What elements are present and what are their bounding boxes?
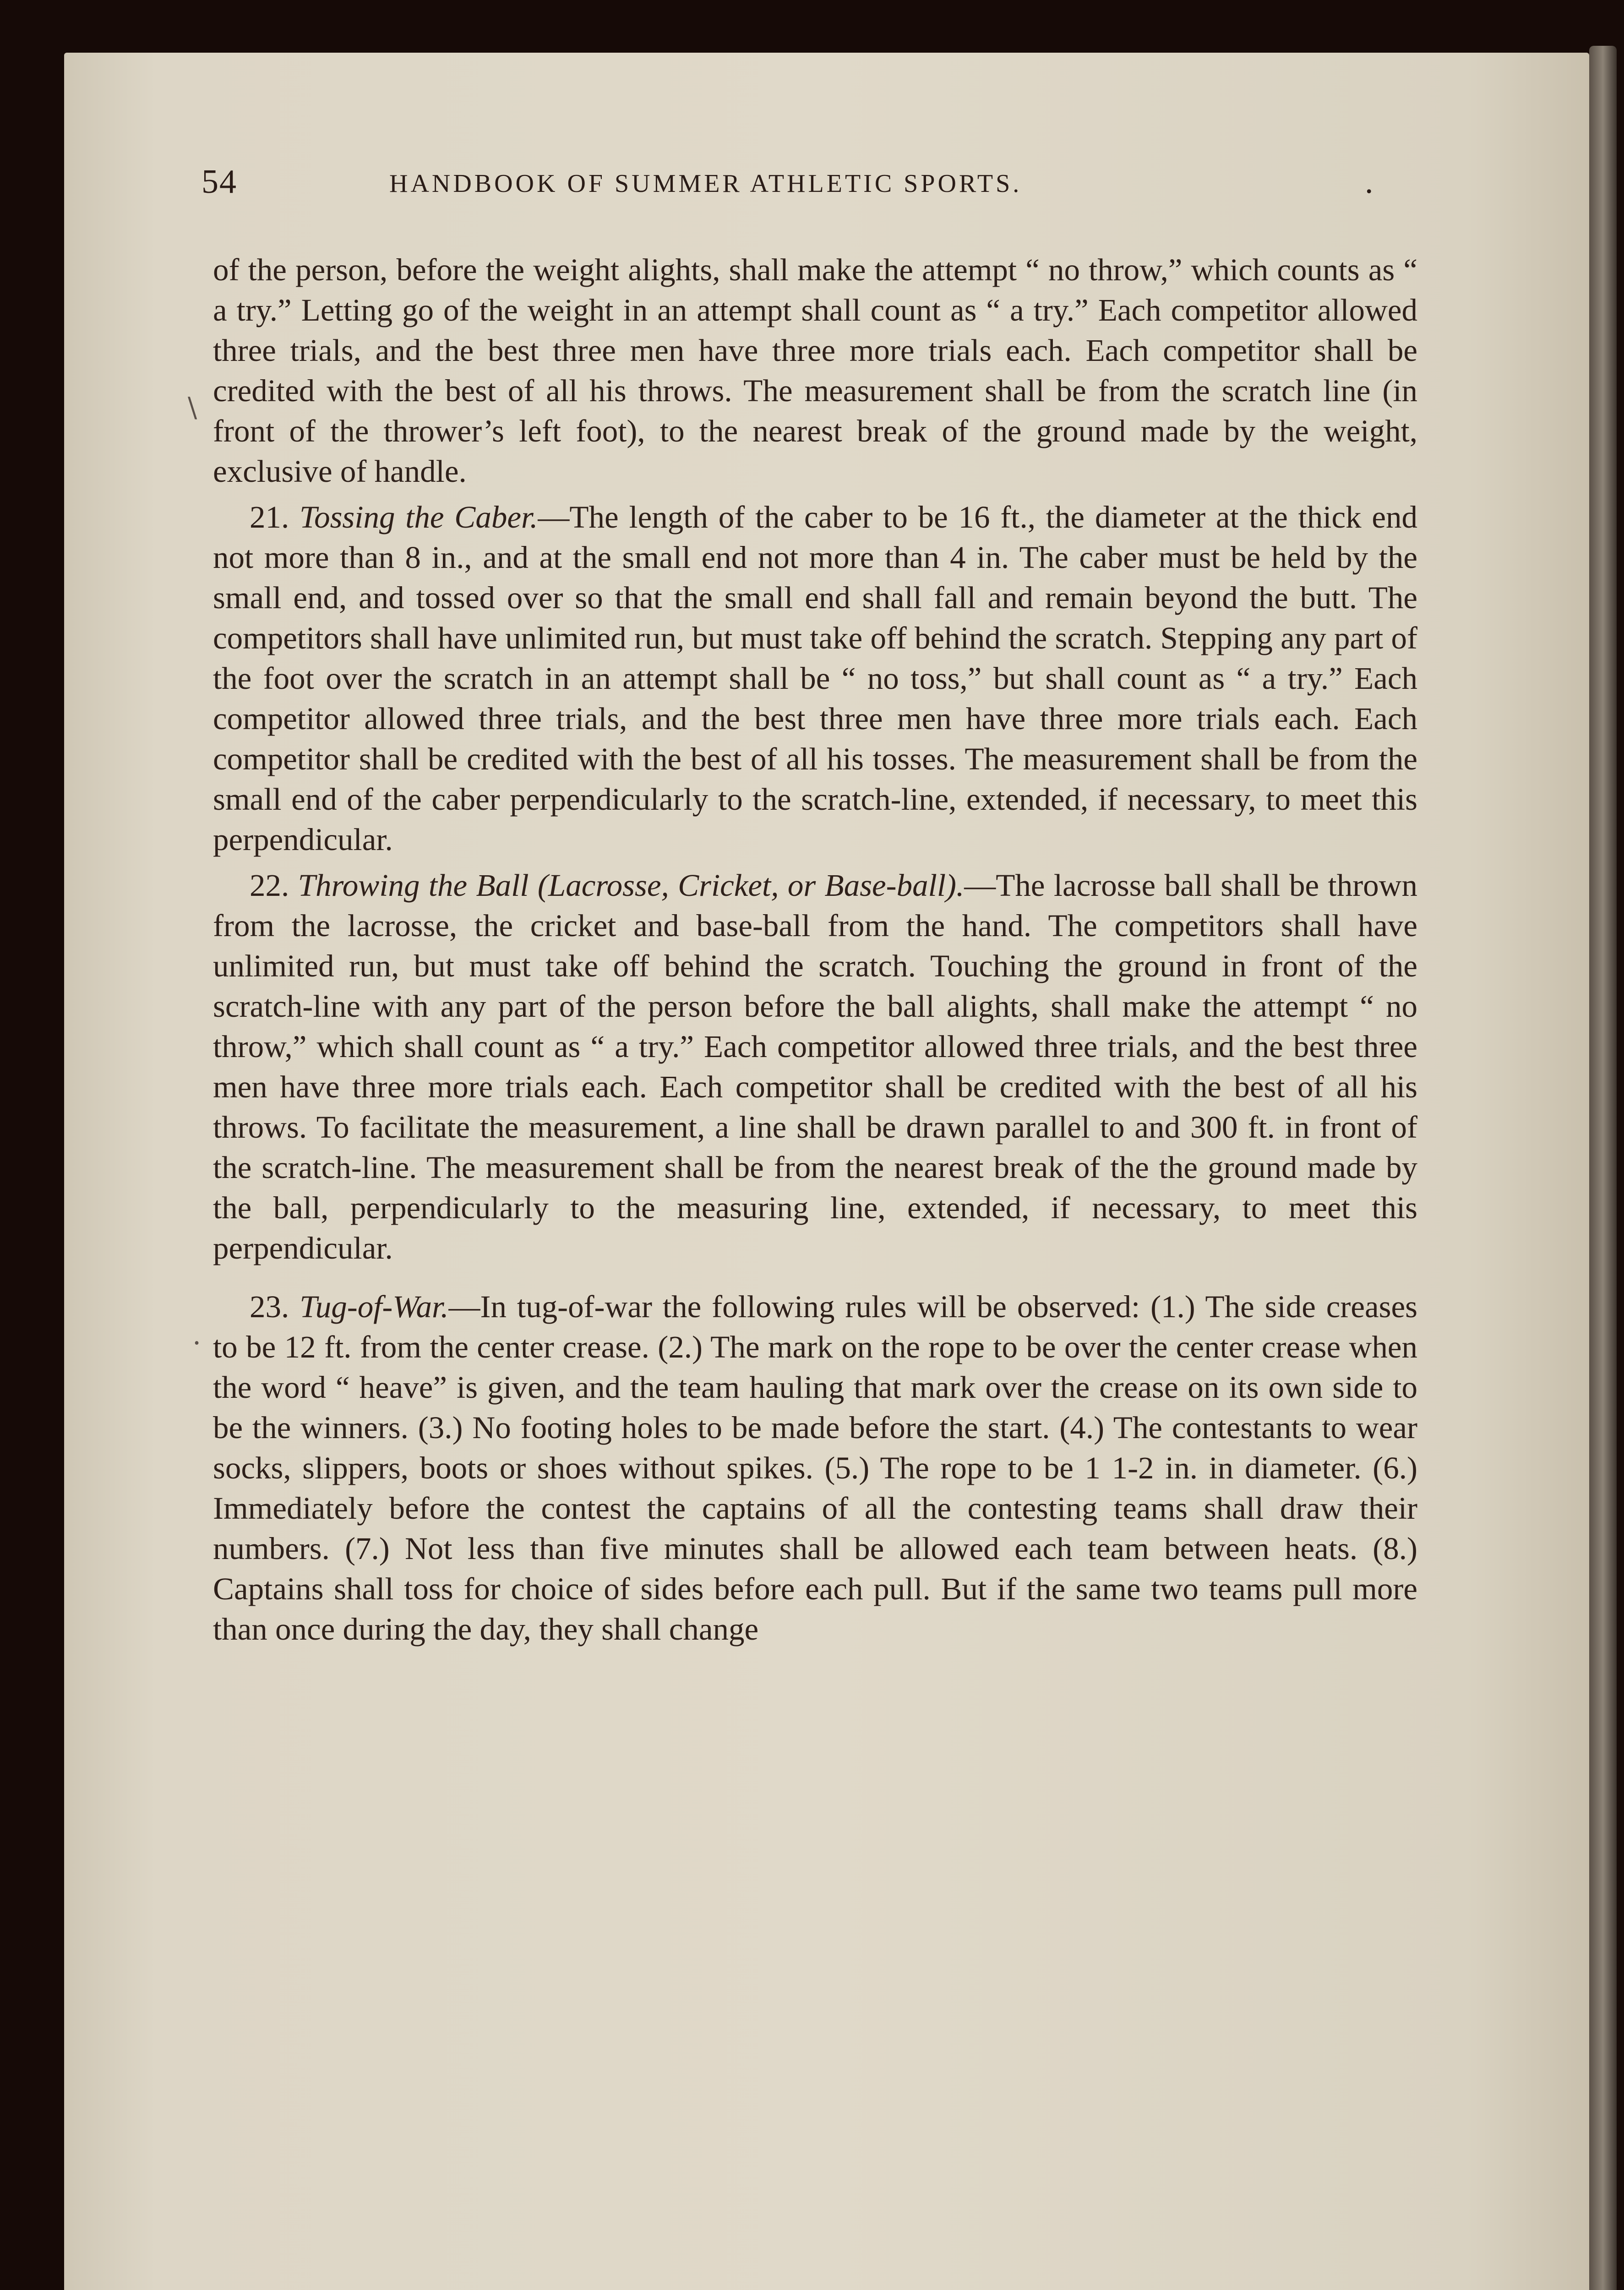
rule-20-continuation: of the person, before the weight alights, shall make the attempt “ no throw,” which counts as “ a try.” Letting go of the weight in an attempt shall count as “ a try.” Each competitor allowed three trials, and the best three men have three more trials each. Each competitor shall be credited with the best of all his throws. The measurement shall be from the scratch line (in front of the thrower’s left foot), to the nearest break of the ground made by the weight, exclusive of handle. <box>213 252 1417 489</box>
margin-mark-dot: . <box>192 1319 202 1351</box>
rule-21-number: 21. <box>250 500 289 534</box>
rule-21-title: Tossing the Caber. <box>300 500 538 534</box>
page-body <box>213 250 1417 1649</box>
rule-22-number: 22. <box>250 868 289 903</box>
book-spine-edge <box>1589 46 1617 2290</box>
page-header <box>202 163 1415 208</box>
running-title: HANDBOOK OF SUMMER ATHLETIC SPORTS. <box>389 169 1022 198</box>
page-number: 54 <box>202 163 237 201</box>
rule-21 <box>213 497 1417 860</box>
rule-23-title: Tug-of-War. <box>300 1289 449 1324</box>
rule-22-title: Throwing the Ball (Lacrosse, Cricket, or Base-ball). <box>298 868 965 903</box>
rule-22 <box>213 865 1417 1268</box>
rule-22-text: —The lacrosse ball shall be thrown from the lacrosse, the cricket and base-ball from the hand. The competitors shall have unlimited run, but must take off behind the scratch. Touching the ground in front of the scratch-line with any part of the person before the ball alights, shall make the attempt “ no throw,” which shall count as “ a try.” Each competitor allowed three trials, and the best three men have three more trials each. Each competitor shall be credited with the best of all his throws. To facilitate the measurement, a line shall be drawn parallel to and 300 ft. in front of the scratch-line. The measurement shall be from the nearest break of the the ground made by the ball, perpendicularly to the measuring line, extended, if necessary, to meet this perpendicular. <box>213 868 1417 1265</box>
rule-23-number: 23. <box>250 1289 289 1324</box>
header-dot: . <box>1365 163 1373 201</box>
rule-23 <box>213 1287 1417 1649</box>
margin-mark-backslash: \ <box>188 392 197 424</box>
rule-23-text: —In tug-of-war the following rules will be observed: (1.) The side creases to be 12 ft. from the center crease. (2.) The mark on the rope to be over the center crease when the word “ heave” is given, and the team hauling that mark over the crease on its own side to be the winners. (3.) No footing holes to be made before the start. (4.) The contestants to wear socks, slippers, boots or shoes without spikes. (5.) The rope to be 1 1-2 in. in diameter. (6.) Immediately before the contest the captains of all the contesting teams shall draw their numbers. (7.) Not less than five minutes shall be allowed each team between heats. (8.) Captains shall toss for choice of sides before each pull. But if the same two teams pull more than once during the day, they shall change <box>213 1289 1417 1647</box>
rule-21-text: —The length of the caber to be 16 ft., the diameter at the thick end not more than 8 in., and at the small end not more than 4 in. The caber must be held by the small end, and tossed over so that the small end shall fall and remain beyond the butt. The competitors shall have unlimited run, but must take off behind the scratch. Stepping any part of the foot over the scratch in an attempt shall be “ no toss,” but shall count as “ a try.” Each competitor allowed three trials, and the best three men have three more trials each. Each competitor shall be credited with the best of all his tosses. The measurement shall be from the small end of the caber perpendicularly to the scratch-line, extended, if necessary, to meet this perpendicular. <box>213 500 1417 857</box>
